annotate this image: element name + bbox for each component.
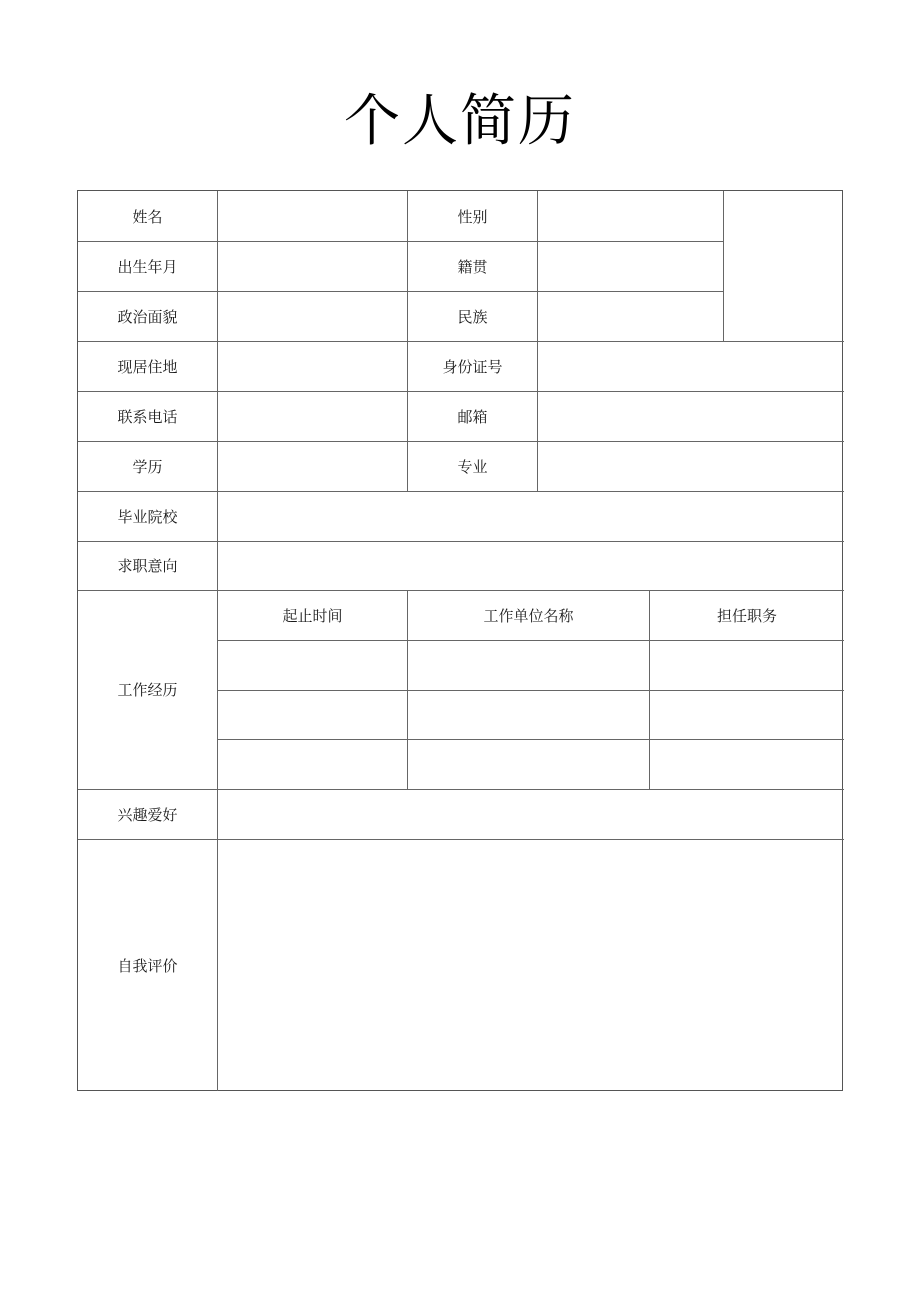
work-position-input[interactable] <box>650 691 844 739</box>
work-period-input[interactable] <box>218 641 407 690</box>
school-input[interactable] <box>218 491 844 541</box>
work-position-input[interactable] <box>650 740 844 789</box>
self-evaluation-input[interactable] <box>218 840 844 1091</box>
hobbies-input[interactable] <box>218 789 844 839</box>
photo-area[interactable] <box>724 191 844 341</box>
label-phone: 联系电话 <box>117 407 178 426</box>
label-native-place: 籍贯 <box>457 257 488 276</box>
email-input[interactable] <box>538 391 844 441</box>
resume-form <box>77 190 843 1091</box>
label-email: 邮箱 <box>457 407 488 426</box>
label-major: 专业 <box>457 457 488 476</box>
label-self-evaluation: 自我评价 <box>117 956 178 975</box>
work-header-period: 起止时间 <box>282 606 343 625</box>
label-birth: 出生年月 <box>117 257 178 276</box>
work-header-company: 工作单位名称 <box>483 606 574 625</box>
work-company-input[interactable] <box>408 740 649 789</box>
phone-input[interactable] <box>218 391 407 441</box>
label-name: 姓名 <box>132 207 163 226</box>
label-job-intention: 求职意向 <box>117 557 178 575</box>
label-gender: 性别 <box>457 207 488 226</box>
work-position-input[interactable] <box>650 641 844 690</box>
political-status-input[interactable] <box>218 291 407 341</box>
work-company-input[interactable] <box>408 691 649 739</box>
gender-input[interactable] <box>538 191 723 241</box>
job-intention-input[interactable] <box>218 541 844 590</box>
label-address: 现居住地 <box>117 357 178 376</box>
page-title: 个人简历 <box>344 89 576 154</box>
ethnicity-input[interactable] <box>538 291 723 341</box>
work-header-position: 担任职务 <box>716 606 777 625</box>
work-period-input[interactable] <box>218 691 407 739</box>
label-school: 毕业院校 <box>117 507 178 526</box>
major-input[interactable] <box>538 441 844 491</box>
label-work-experience: 工作经历 <box>117 681 178 699</box>
name-input[interactable] <box>218 191 407 241</box>
id-number-input[interactable] <box>538 341 844 391</box>
label-education: 学历 <box>132 457 163 476</box>
work-period-input[interactable] <box>218 740 407 789</box>
work-company-input[interactable] <box>408 641 649 690</box>
native-place-input[interactable] <box>538 241 723 291</box>
label-ethnicity: 民族 <box>457 307 488 326</box>
address-input[interactable] <box>218 341 407 391</box>
birth-input[interactable] <box>218 241 407 291</box>
label-id-number: 身份证号 <box>442 357 503 376</box>
label-political-status: 政治面貌 <box>117 307 178 326</box>
education-input[interactable] <box>218 441 407 491</box>
label-hobbies: 兴趣爱好 <box>117 805 178 824</box>
